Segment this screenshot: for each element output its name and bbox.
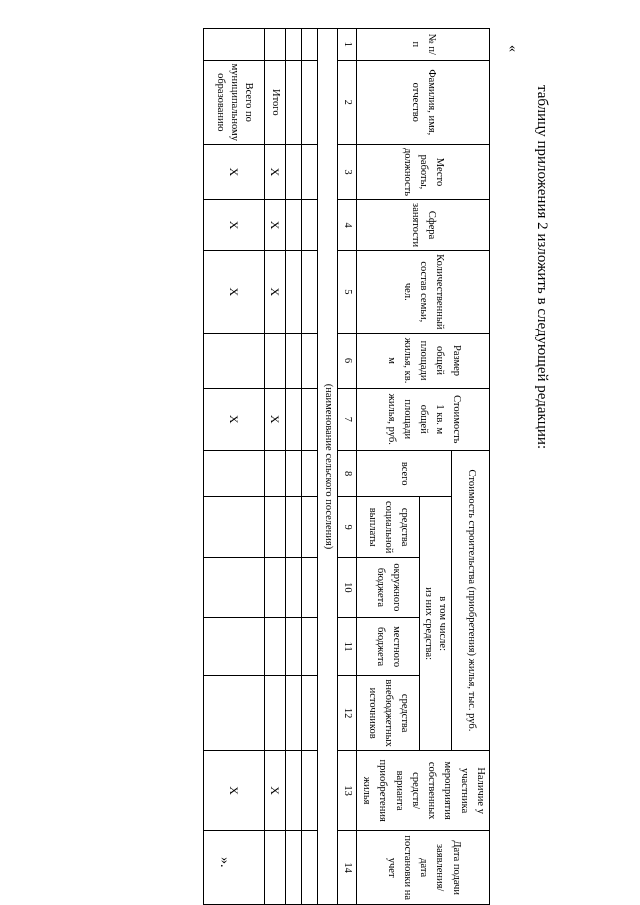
col-number: 8	[337, 450, 356, 496]
col-number: 10	[337, 558, 356, 618]
header-family: Количественный состав семьи, чел.	[356, 251, 489, 333]
header-own-funds: Наличие у участника мероприятия собственных средств/ варианта приобретения жилья	[356, 750, 489, 830]
col-number: 12	[337, 676, 356, 751]
x-mark: Х	[264, 388, 286, 450]
column-number-row	[337, 29, 356, 905]
total-row	[203, 29, 264, 905]
header-including-label: в том числе:	[436, 596, 448, 651]
col-number: 1	[337, 29, 356, 61]
col-number: 14	[337, 831, 356, 905]
itogo-label: Итого	[264, 60, 286, 144]
table-row	[286, 29, 302, 905]
settlement-name-label: (наименование сельского поселения)	[318, 29, 337, 905]
x-mark: Х	[203, 200, 264, 251]
col-number: 11	[337, 617, 356, 676]
header-price: Стоимость 1 кв. м общей площади жилья, руб.	[356, 388, 489, 450]
header-num: № п/п	[356, 29, 489, 61]
col-number: 9	[337, 497, 356, 558]
col-number: 6	[337, 333, 356, 388]
x-mark: Х	[264, 144, 286, 199]
page-title: таблицу приложения 2 изложить в следующей редакции:	[534, 85, 550, 450]
x-mark: Х	[203, 144, 264, 199]
table-row	[302, 29, 318, 905]
x-mark: Х	[203, 388, 264, 450]
header-district: окружного бюджета	[356, 558, 419, 618]
col-number: 2	[337, 60, 356, 144]
header-social: средства социальной выплаты	[356, 497, 419, 558]
opening-quote: «	[505, 45, 520, 52]
col-number: 7	[337, 388, 356, 450]
x-mark: Х	[203, 251, 264, 333]
x-mark: Х	[264, 750, 286, 830]
x-mark: Х	[203, 750, 264, 830]
col-number: 13	[337, 750, 356, 830]
col-number: 3	[337, 144, 356, 199]
header-local: местного бюджета	[356, 617, 419, 676]
col-number: 5	[337, 251, 356, 333]
closing-quote: ».	[217, 857, 232, 868]
settlement-row	[318, 29, 337, 905]
header-of-them-label: из них средства:	[422, 587, 434, 661]
x-mark: Х	[264, 251, 286, 333]
header-area: Размер общей площади жилья, кв. м	[356, 333, 489, 388]
table-header-row	[452, 29, 490, 905]
header-including	[419, 497, 451, 751]
x-mark: Х	[264, 200, 286, 251]
header-extra: средства внебюджетных источников	[356, 676, 419, 751]
itogo-row	[264, 29, 286, 905]
header-date: Дата подачи заявления/ дата постановки на учет	[356, 831, 489, 905]
header-fio: Фамилия, имя, отчество	[356, 60, 489, 144]
total-label: Всего по муниципальному образованию	[203, 60, 264, 144]
header-sphere: Сфера занятости	[356, 200, 489, 251]
application-table	[203, 28, 490, 905]
header-total: всего	[356, 450, 451, 496]
header-workplace: Место работы, должность	[356, 144, 489, 199]
col-number: 4	[337, 200, 356, 251]
header-cost-group: Стоимость строительства (приобретения) жилья, тыс. руб.	[452, 450, 490, 750]
